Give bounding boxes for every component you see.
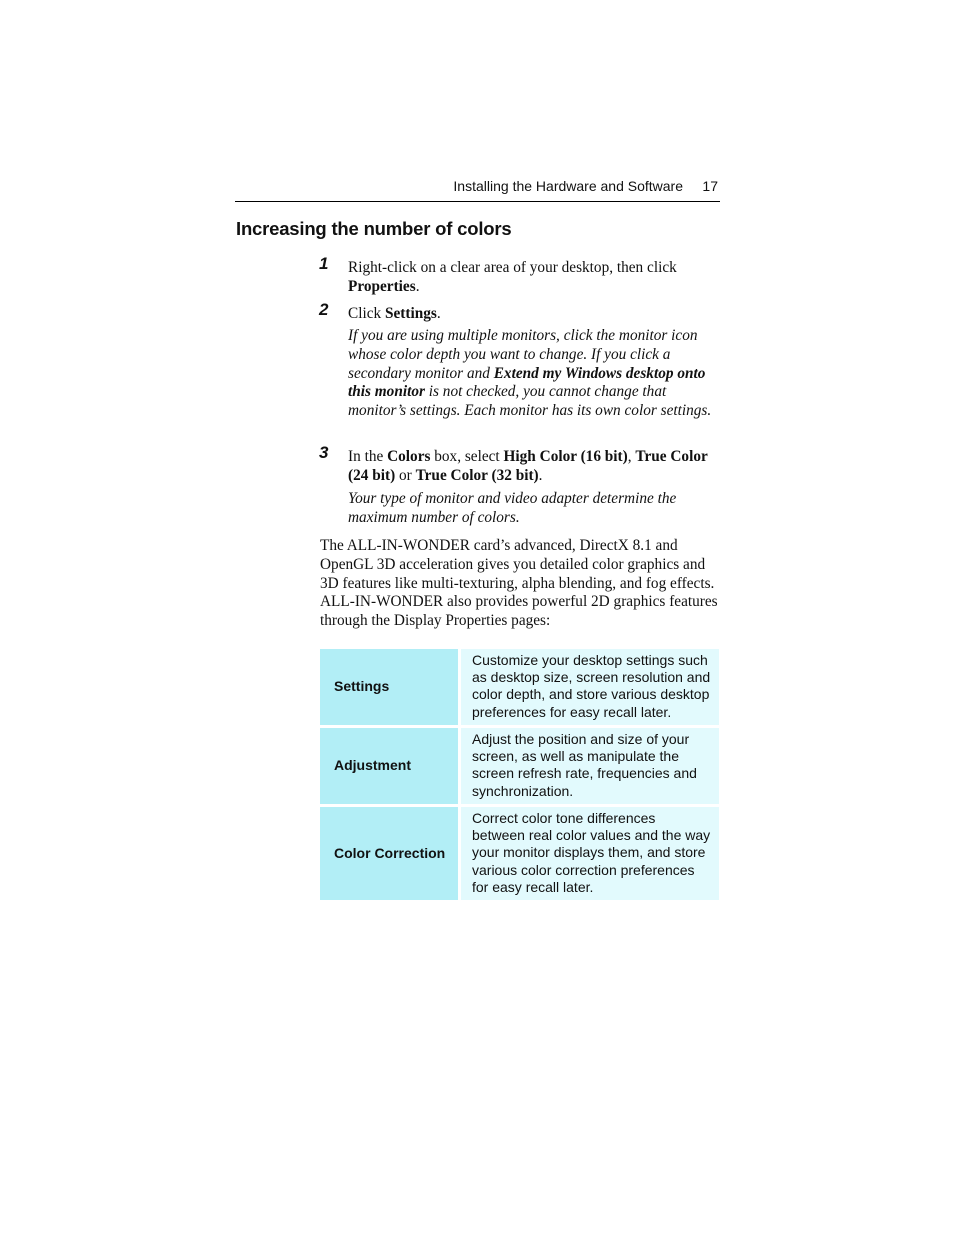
step-2 (319, 300, 719, 323)
row-label: Adjustment (320, 728, 461, 804)
true-color-32-term: True Color (32 bit) (415, 467, 539, 484)
high-color-term: High Color (16 bit) (503, 448, 628, 465)
step-3 (319, 443, 719, 485)
step-2-note: If you are using multiple monitors, click the monitor icon whose color depth you want to change. If you click a secondary monitor and Extend my Windows desktop onto this monitor is not checked, you cannot change that monitor’s settings. Each monitor has its own color settings. (348, 327, 712, 420)
step-text: Right-click on a clear area of your desktop, then click Properties. (348, 259, 677, 295)
step-text: Click Settings. (348, 305, 441, 322)
row-label: Settings (320, 649, 461, 725)
step-number: 3 (319, 443, 329, 462)
section-heading: Increasing the number of colors (236, 218, 512, 239)
row-description: Customize your desktop settings such as desktop size, screen resolution and color depth, and store various desktop preferences for easy recall later. (461, 649, 719, 725)
row-label: Color Correction (320, 807, 461, 900)
colors-term: Colors (387, 448, 431, 465)
table-row (320, 807, 719, 900)
step-number: 2 (319, 300, 329, 319)
body-paragraph: The ALL-IN-WONDER card’s advanced, DirectX 8.1 and OpenGL 3D acceleration gives you detailed color graphics and 3D features like multi-texturing, alpha blending, and fog effects. ALL-IN-WONDER also provides powerful 2D graphics features through the Display Properties pages: (320, 537, 718, 630)
display-properties-table (320, 646, 719, 903)
step-text: In the Colors box, select High Color (16 bit), True Color (24 bit) or True Color (32 bit). (348, 448, 708, 484)
true-color-24-term: True Color (24 bit) (348, 448, 708, 484)
step-number: 1 (319, 254, 329, 273)
properties-term: Properties (348, 278, 416, 295)
table-row (320, 728, 719, 804)
row-description: Adjust the position and size of your screen, as well as manipulate the screen refresh rate, frequencies and synchronization. (461, 728, 719, 804)
running-title: Installing the Hardware and Software (453, 178, 683, 194)
table-row (320, 649, 719, 725)
running-header (235, 176, 720, 202)
settings-term: Settings (384, 305, 437, 322)
row-description: Correct color tone differences between real color values and the way your monitor displays them, and store various color correction preferences for easy recall later. (461, 807, 719, 900)
step-3-note: Your type of monitor and video adapter determine the maximum number of colors. (348, 490, 677, 526)
step-1 (319, 254, 719, 296)
page-number: 17 (702, 178, 718, 194)
extend-desktop-term: Extend my Windows desktop onto this monitor (348, 364, 706, 401)
